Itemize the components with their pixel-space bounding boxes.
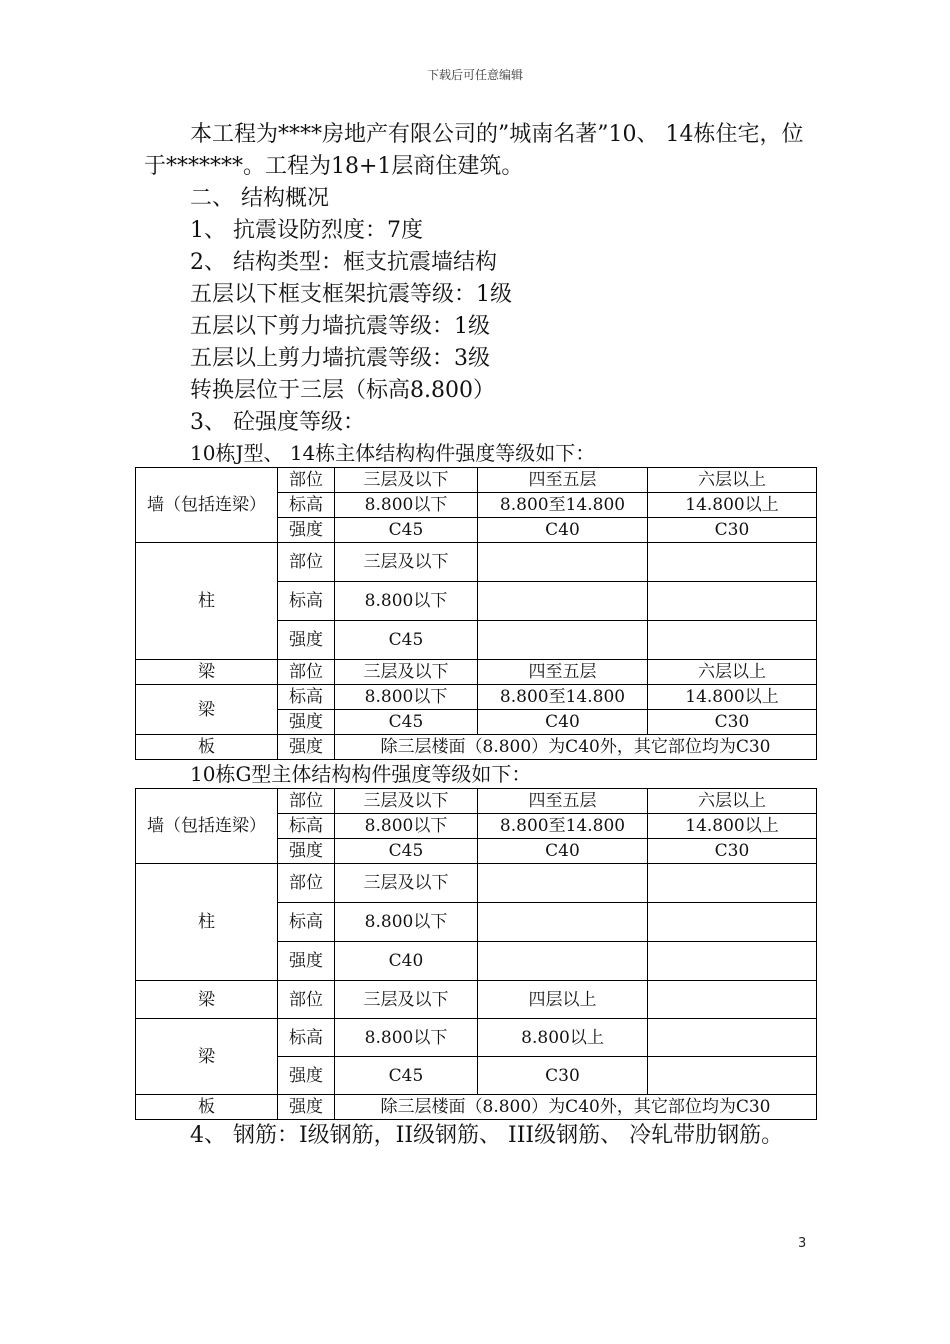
table-cell [648,543,817,582]
table-cell: C45 [335,710,478,735]
page-number: 3 [798,1236,807,1251]
table-cell: 三层及以下 [335,981,478,1019]
table-cell: 三层及以下 [335,660,478,685]
table-row [136,685,817,710]
table-cell: 梁 [136,981,278,1019]
table-cell [478,582,648,621]
table2 [135,788,817,1120]
table-cell: 梁 [136,685,278,735]
grade-line-2: 五层以下剪力墙抗震等级：1级 [190,314,490,339]
table-cell: C45 [335,1057,478,1095]
table-cell: 8.800以下 [335,685,478,710]
intro-paragraph: 本工程为****房地产有限公司的”城南名著”10、 14栋住宅，位于*******。工程为18+1层商住建筑。 [144,122,804,179]
table-cell: C30 [648,518,817,543]
table-cell: C30 [648,710,817,735]
table-cell: 8.800至14.800 [478,814,648,839]
table-row [136,1095,817,1120]
document-body [144,119,816,1152]
table-cell: 标高 [278,685,335,710]
table-cell: 墙（包括连梁） [136,468,278,543]
table-row [136,468,817,493]
table-cell: 标高 [278,814,335,839]
list-item-3: 3、 砼强度等级： [190,410,365,435]
table-cell: C45 [335,518,478,543]
table-cell: 部位 [278,981,335,1019]
table-cell: 14.800以上 [648,814,817,839]
table-cell: C40 [478,518,648,543]
table-cell: C30 [478,1057,648,1095]
table-cell [478,621,648,660]
table-cell: 板 [136,1095,278,1120]
table-cell [648,864,817,903]
table-cell: 三层及以下 [335,789,478,814]
table-cell: 8.800以上 [478,1019,648,1057]
table-cell: 8.800以下 [335,903,478,942]
table-cell: 墙（包括连梁） [136,789,278,864]
table2-caption: 10栋G型主体结构构件强度等级如下： [190,762,532,786]
table-cell [648,1019,817,1057]
table-cell: 部位 [278,864,335,903]
page-header: 下载后可任意编辑 [426,68,523,82]
list-item-1: 1、 抗震设防烈度：7度 [190,218,423,243]
table-cell [648,981,817,1019]
table1-caption: 10栋J型、 14栋主体结构构件强度等级如下： [190,441,596,465]
table-cell: 三层及以下 [335,468,478,493]
list-item-4: 4、 钢筋：I级钢筋，II级钢筋、 III级钢筋、 冷轧带肋钢筋。 [190,1123,784,1148]
table-row [136,981,817,1019]
table-cell [648,942,817,981]
table-cell: 梁 [136,660,278,685]
transfer-line: 转换层位于三层（标高8.800） [190,378,495,403]
table-cell [648,621,817,660]
table-cell: 梁 [136,1019,278,1095]
table-cell [648,582,817,621]
table-cell [478,543,648,582]
table-row [136,789,817,814]
table-cell: 板 [136,735,278,760]
table-cell: 强度 [278,1095,335,1120]
table-cell: 强度 [278,710,335,735]
table-cell: 8.800以下 [335,1019,478,1057]
table-row [136,864,817,903]
list-item-2: 2、 结构类型：框支抗震墙结构 [190,250,497,275]
table-cell: 部位 [278,543,335,582]
table-cell: 8.800至14.800 [478,493,648,518]
table-cell: 标高 [278,903,335,942]
table-cell [478,903,648,942]
table-row [136,1019,817,1057]
table-cell: 三层及以下 [335,543,478,582]
table-cell [648,903,817,942]
table-cell: 部位 [278,468,335,493]
table-cell: 四至五层 [478,660,648,685]
table-cell [478,942,648,981]
table-cell: 四至五层 [478,468,648,493]
table-cell: 六层以上 [648,789,817,814]
table-cell: 8.800以下 [335,814,478,839]
table-cell: C45 [335,839,478,864]
table-cell: 柱 [136,864,278,981]
table-cell: 强度 [278,621,335,660]
table-cell: 8.800以下 [335,493,478,518]
table-cell: 六层以上 [648,468,817,493]
table-cell: 强度 [278,942,335,981]
table-cell: 8.800以下 [335,582,478,621]
table-row [136,660,817,685]
table-cell: 四层以上 [478,981,648,1019]
table-cell: C40 [335,942,478,981]
table-row [136,543,817,582]
section-heading: 二、 结构概况 [190,186,329,211]
table-cell: 标高 [278,1019,335,1057]
table-cell: C30 [648,839,817,864]
table-cell: 除三层楼面（8.800）为C40外，其它部位均为C30 [335,1095,817,1120]
table-cell: 强度 [278,839,335,864]
table-cell: 14.800以上 [648,493,817,518]
table-cell: 部位 [278,660,335,685]
table-cell: 部位 [278,789,335,814]
table-cell: C40 [478,710,648,735]
table-cell: 柱 [136,543,278,660]
grade-line-3: 五层以上剪力墙抗震等级：3级 [190,346,490,371]
table-cell: 标高 [278,582,335,621]
table1 [135,467,817,760]
table-cell: 三层及以下 [335,864,478,903]
table-cell: 标高 [278,493,335,518]
table-cell: 强度 [278,518,335,543]
table-cell: 四至五层 [478,789,648,814]
table-cell: 强度 [278,1057,335,1095]
table-cell: C40 [478,839,648,864]
table-cell: 除三层楼面（8.800）为C40外，其它部位均为C30 [335,735,817,760]
table-row [136,735,817,760]
table-cell: 强度 [278,735,335,760]
table-cell: 8.800至14.800 [478,685,648,710]
table-cell: 六层以上 [648,660,817,685]
table-cell: 14.800以上 [648,685,817,710]
table-cell [648,1057,817,1095]
table-cell [478,864,648,903]
table-cell: C45 [335,621,478,660]
grade-line-1: 五层以下框支框架抗震等级：1级 [190,282,512,307]
